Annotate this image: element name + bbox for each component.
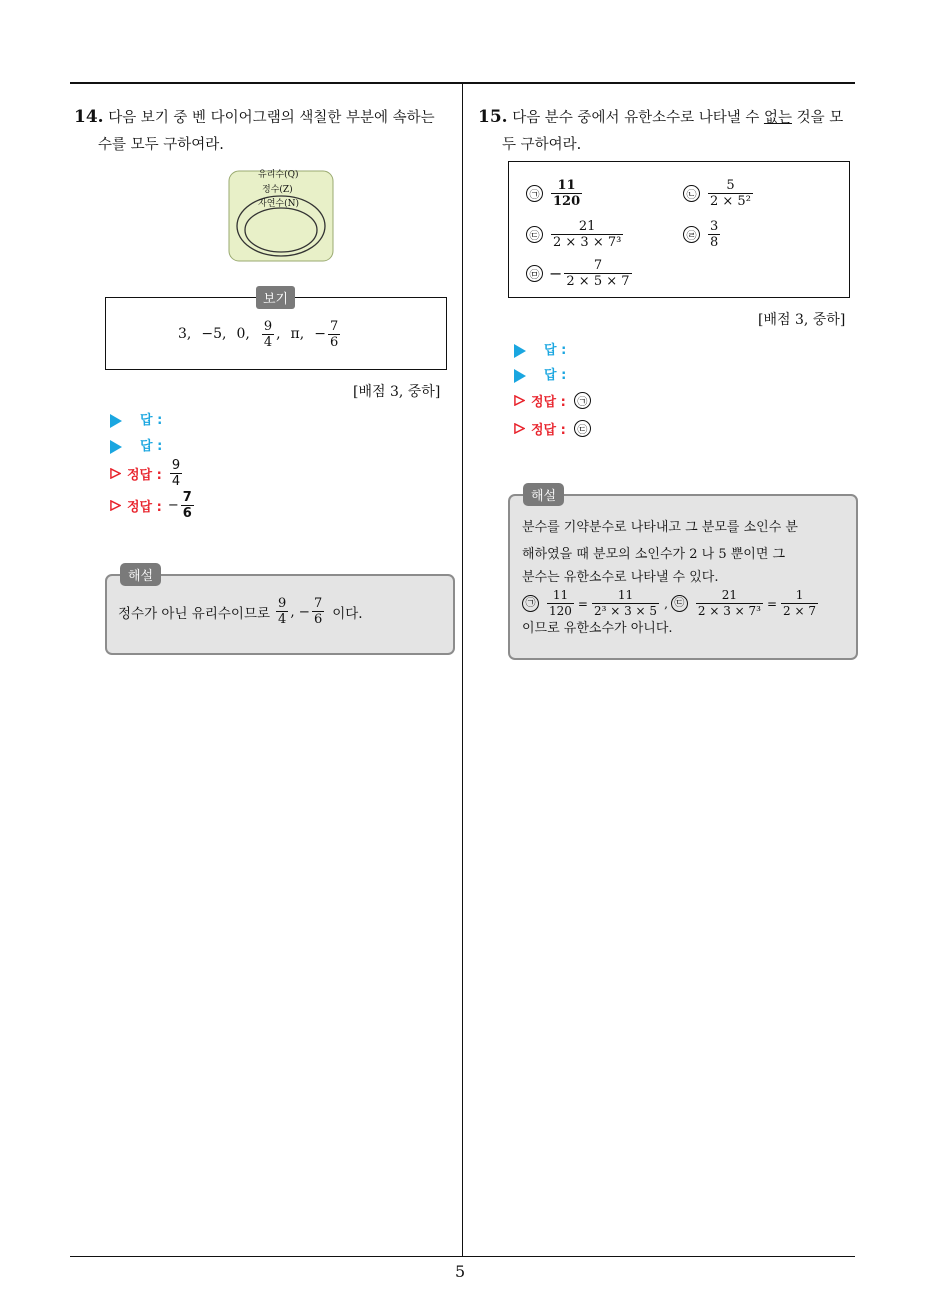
q15-solution-label: 해설 <box>523 483 564 506</box>
page-number: 5 <box>455 1262 466 1281</box>
q15-text-line2: 두 구하여라. <box>502 137 582 153</box>
play-icon <box>110 414 122 428</box>
q14-question <box>74 104 459 159</box>
q15-solution-line5: 이므로 유한소수가 아니다. <box>522 621 673 636</box>
q14-answer-1: 답 : <box>110 409 162 428</box>
q15-answer-2: 답 : <box>514 364 566 383</box>
bogi-item-3: 3, <box>178 326 192 342</box>
q15-question: 15. 다음 분수 중에서 유한소수로 나타낼 수 없는 것을 모 두 구하여라. <box>478 107 844 153</box>
q14-text-line2: 수를 모두 구하여라. <box>98 137 224 153</box>
q15-correct-1: 정답 : ㉠ <box>514 391 597 410</box>
q15-solution-line1: 분수를 기약분수로 나타내고 그 분모를 소인수 분 <box>522 520 798 535</box>
triangle-outline-icon <box>110 500 121 511</box>
q15-solution-line4: ㉠ $\frac{11}{120}$ = $\frac{11}{\text{2³ × 3 × 5}}$ , ㉢ $\frac{21}{\text{2 × 3 × 7³}}$ = $\frac{1}{2 \times 7}$ <box>522 588 848 619</box>
q14-solution-text: 정수가 아닌 유리수이므로 $\frac{9}{4}$ , − $\frac{7}{6}$ 이다. <box>118 596 363 627</box>
play-icon <box>514 369 526 383</box>
q15-solution-text <box>522 514 848 639</box>
bogi-item-pi: π, <box>290 326 305 342</box>
q14-level: [배점 3, 중하] <box>353 384 441 400</box>
bogi-item-0: 0, <box>236 326 250 342</box>
column-divider <box>462 84 463 1256</box>
bogi-item-minus5: −5, <box>201 326 227 342</box>
q15-choice-3: ㉢ $\frac{21}{\text{2 × 3 × 7³}}$ <box>526 219 625 250</box>
q15-underlined-word: 없는 <box>763 110 792 126</box>
q15-choice-5: ㉤ − $\frac{7}{2 \times 5 \times 7}$ <box>526 258 634 289</box>
q15-number: 15. <box>478 107 508 127</box>
q14-venn-diagram <box>228 170 334 262</box>
q15-level: [배점 3, 중하] <box>758 312 846 328</box>
bogi-item-minus-7-6: − $\frac{7}{6}$ <box>314 318 339 350</box>
q14-bogi-items <box>178 314 342 354</box>
q14-text-line1: 다음 보기 중 벤 다이어그램의 색칠한 부분에 속하는 <box>108 110 435 126</box>
q14-answer-2: 답 : <box>110 435 162 454</box>
play-icon <box>514 344 526 358</box>
q15-solution-line3: 분수는 유한소수로 나타낼 수 있다. <box>522 570 719 585</box>
q14-number: 14. <box>74 107 104 127</box>
bogi-item-9-4: $\frac{9}{4}$ , <box>263 318 281 350</box>
q14-bogi-label: 보기 <box>256 286 295 309</box>
q15-solution-line2: 해하였을 때 분모의 소인수가 2 나 5 뿐이면 그 <box>522 547 786 562</box>
triangle-outline-icon <box>110 468 121 479</box>
triangle-outline-icon <box>514 423 525 434</box>
venn-outer-label: 유리수(Q) <box>258 170 299 180</box>
q15-choice-1: ㉠ $\frac{11}{120}$ <box>526 178 584 209</box>
q14-correct-2: 정답 : − $\frac{7}{6}$ <box>110 490 196 521</box>
q14-correct-1: 정답 : $\frac{9}{4}$ <box>110 458 184 489</box>
venn-middle-label: 정수(Z) <box>262 185 293 195</box>
q14-solution-label: 해설 <box>120 563 161 586</box>
q15-answer-1: 답 : <box>514 339 566 358</box>
q15-choice-2: ㉡ $\frac{5}{\text{2 × 5²}}$ <box>683 178 755 209</box>
q15-correct-2: 정답 : ㉢ <box>514 419 597 438</box>
venn-inner-label: 자연수(N) <box>258 199 299 209</box>
bottom-rule <box>70 1256 855 1257</box>
q15-choice-4: ㉣ $\frac{3}{8}$ <box>683 219 722 250</box>
triangle-outline-icon <box>514 395 525 406</box>
play-icon <box>110 440 122 454</box>
